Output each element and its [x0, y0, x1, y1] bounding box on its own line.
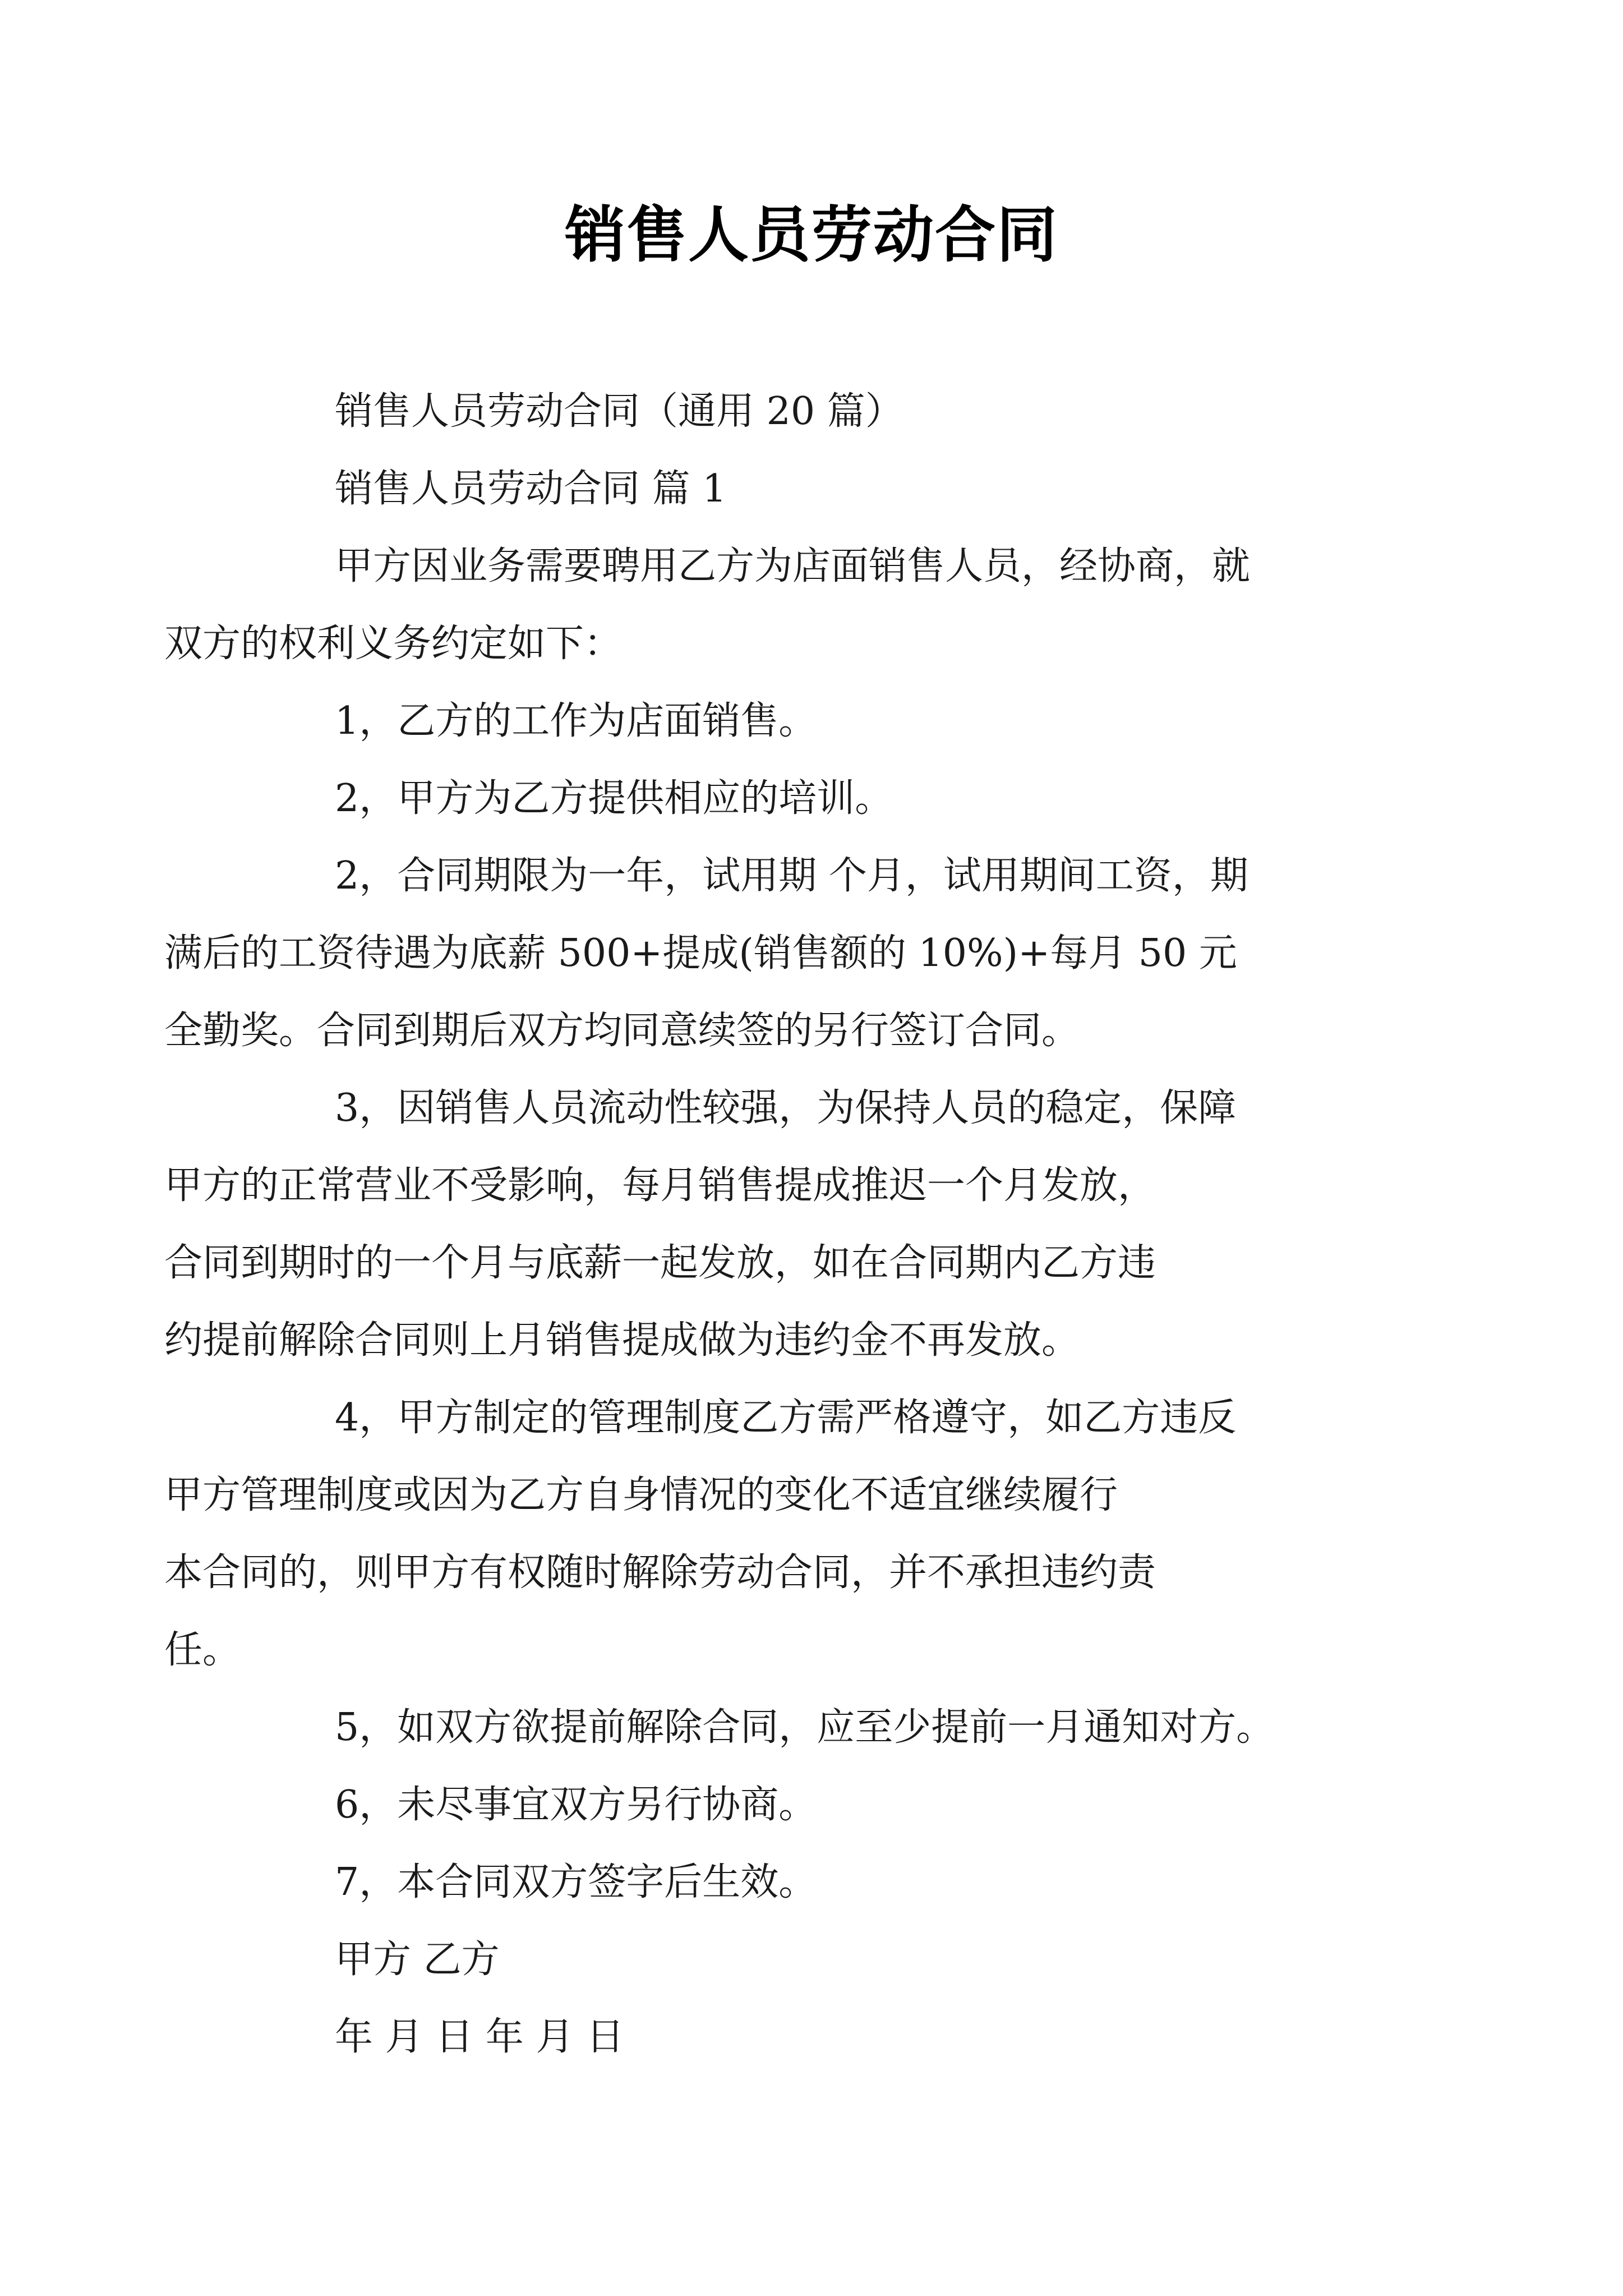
- text-line: 2，合同期限为一年，试用期 个月，试用期间工资，期: [335, 854, 1248, 898]
- paragraph-subtitle: [250, 373, 1382, 450]
- text-line: 4，甲方制定的管理制度乙方需严格遵守，如乙方违反: [335, 1396, 1237, 1440]
- text-line: 6，未尽事宜双方另行协商。: [335, 1783, 817, 1827]
- text-line: 甲方因业务需要聘用乙方为店面销售人员，经协商，就: [335, 544, 1251, 588]
- paragraph-clause-5: [250, 1689, 1382, 1766]
- page-title: 销售人员劳动合同: [564, 200, 1058, 270]
- paragraph-clause-1: [250, 683, 1382, 760]
- paragraph-intro: [164, 528, 1382, 683]
- text-line: 本合同的，则甲方有权随时解除劳动合同，并不承担违约责: [164, 1550, 1156, 1595]
- text-line: 销售人员劳动合同（通用 20 篇）: [335, 389, 903, 434]
- paragraph-clause-2b: [164, 838, 1382, 1070]
- text-line: 甲方的正常营业不受影响，每月销售提成推迟一个月发放，: [164, 1163, 1156, 1208]
- text-line: 满后的工资待遇为底薪 500+提成(销售额的 10%)+每月 50 元: [164, 931, 1237, 976]
- document-body: [164, 373, 1382, 2076]
- signature-dates: [250, 1999, 1382, 2076]
- text-line: 5，如双方欲提前解除合同，应至少提前一月通知对方。: [335, 1705, 1275, 1750]
- text-line: 约提前解除合同则上月销售提成做为违约金不再发放。: [164, 1318, 1080, 1363]
- text-line: 甲方管理制度或因为乙方自身情况的变化不适宜继续履行: [164, 1473, 1118, 1517]
- text-line: 3，因销售人员流动性较强，为保持人员的稳定，保障: [335, 1086, 1237, 1130]
- text-line: 全勤奖。合同到期后双方均同意续签的另行签订合同。: [164, 1009, 1080, 1053]
- paragraph-clause-7: [250, 1844, 1382, 1921]
- signature-parties: [250, 1921, 1382, 1999]
- text-line: 任。: [164, 1628, 241, 1672]
- text-line: 7，本合同双方签字后生效。: [335, 1860, 817, 1904]
- text-line: 双方的权利义务约定如下：: [164, 622, 623, 666]
- text-line: 销售人员劳动合同 篇 1: [335, 467, 727, 511]
- text-line: 2，甲方为乙方提供相应的培训。: [335, 776, 893, 821]
- paragraph-section-heading: [250, 450, 1382, 528]
- text-line: 合同到期时的一个月与底薪一起发放，如在合同期内乙方违: [164, 1241, 1156, 1285]
- paragraph-clause-2: [250, 760, 1382, 838]
- paragraph-clause-6: [250, 1766, 1382, 1844]
- text-line: 甲方 乙方: [335, 1938, 500, 1982]
- paragraph-clause-4: [164, 1379, 1382, 1689]
- text-line: 1，乙方的工作为店面销售。: [335, 699, 817, 743]
- text-line: 年 月 日 年 月 日: [335, 2015, 625, 2059]
- paragraph-clause-3: [164, 1070, 1382, 1379]
